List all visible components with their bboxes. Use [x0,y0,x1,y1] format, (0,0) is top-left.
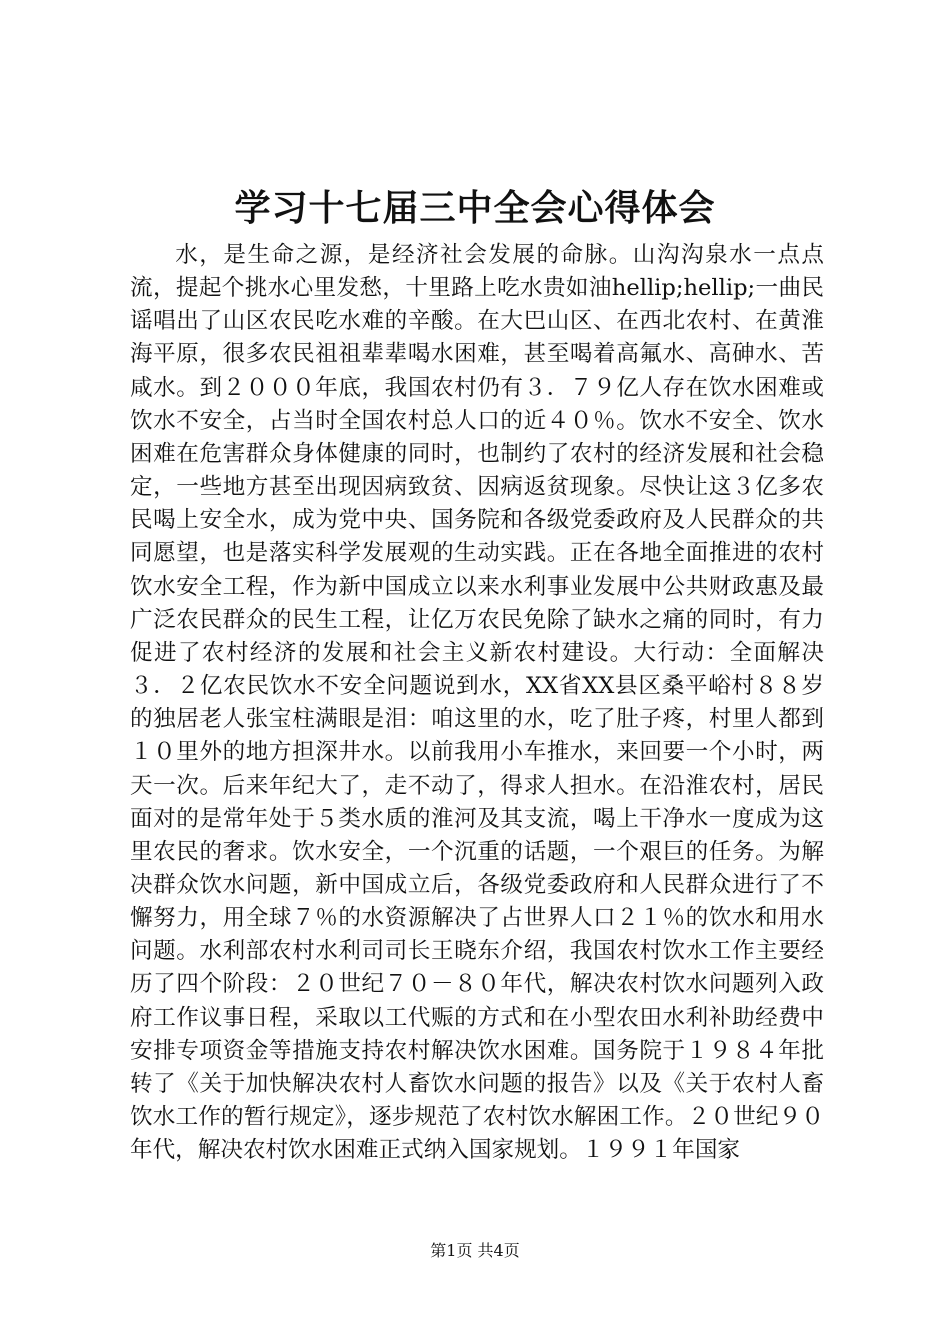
page-footer: 第1页 共4页 [430,1241,520,1260]
body-paragraph: 水，是生命之源，是经济社会发展的命脉。山沟沟泉水一点点流，提起个挑水心里发愁，十里路上吃水贵如油hellip;hellip;一曲民谣唱出了山区农民吃水难的辛酸。在大巴山区、在西北农村、在黄淮海平原，很多农民祖祖辈辈喝水困难，甚至喝着高氟水、高砷水、苦咸水。到２０００年底，我国农村仍有３．７９亿人存在饮水困难或饮水不安全，占当时全国农村总人口的近４０％。饮水不安全、饮水困难在危害群众身体健康的同时，也制约了农村的经济发展和社会稳定，一些地方甚至出现因病致贫、因病返贫现象。尽快让这３亿多农民喝上安全水，成为党中央、国务院和各级党委政府及人民群众的共同愿望，也是落实科学发展观的生动实践。正在各地全面推进的农村饮水安全工程，作为新中国成立以来水利事业发展中公共财政惠及最广泛农民群众的民生工程，让亿万农民免除了缺水之痛的同时，有力促进了农村经济的发展和社会主义新农村建设。大行动：全面解决３．２亿农民饮水不安全问题说到水，XX省XX县区桑平峪村８８岁的独居老人张宝柱满眼是泪：咱这里的水，吃了肚子疼，村里人都到１０里外的地方担深井水。以前我用小车推水，来回要一个小时，两天一次。后来年纪大了，走不动了，得求人担水。在沿淮农村，居民面对的是常年处于５类水质的淮河及其支流，喝上干净水一度成为这里农民的奢求。饮水安全，一个沉重的话题，一个艰巨的任务。为解决群众饮水问题，新中国成立后，各级党委政府和人民群众进行了不懈努力，用全球７％的水资源解决了占世界人口２１％的饮水和用水问题。水利部农村水利司司长王晓东介绍，我国农村饮水工作主要经历了四个阶段：２０世纪７０－８０年代，解决农村饮水问题列入政府工作议事日程，采取以工代赈的方式和在小型农田水利补助经费中安排专项资金等措施支持农村解决饮水困难。国务院于１９８４年批转了《关于加快解决农村人畜饮水问题的报告》以及《关于农村人畜饮水工作的暂行规定》，逐步规范了农村饮水解困工作。２０世纪９０年代，解决农村饮水困难正式纳入国家规划。１９９１年国家 [130,242,824,1164]
document-title: 学习十七届三中全会心得体会 [234,188,716,229]
